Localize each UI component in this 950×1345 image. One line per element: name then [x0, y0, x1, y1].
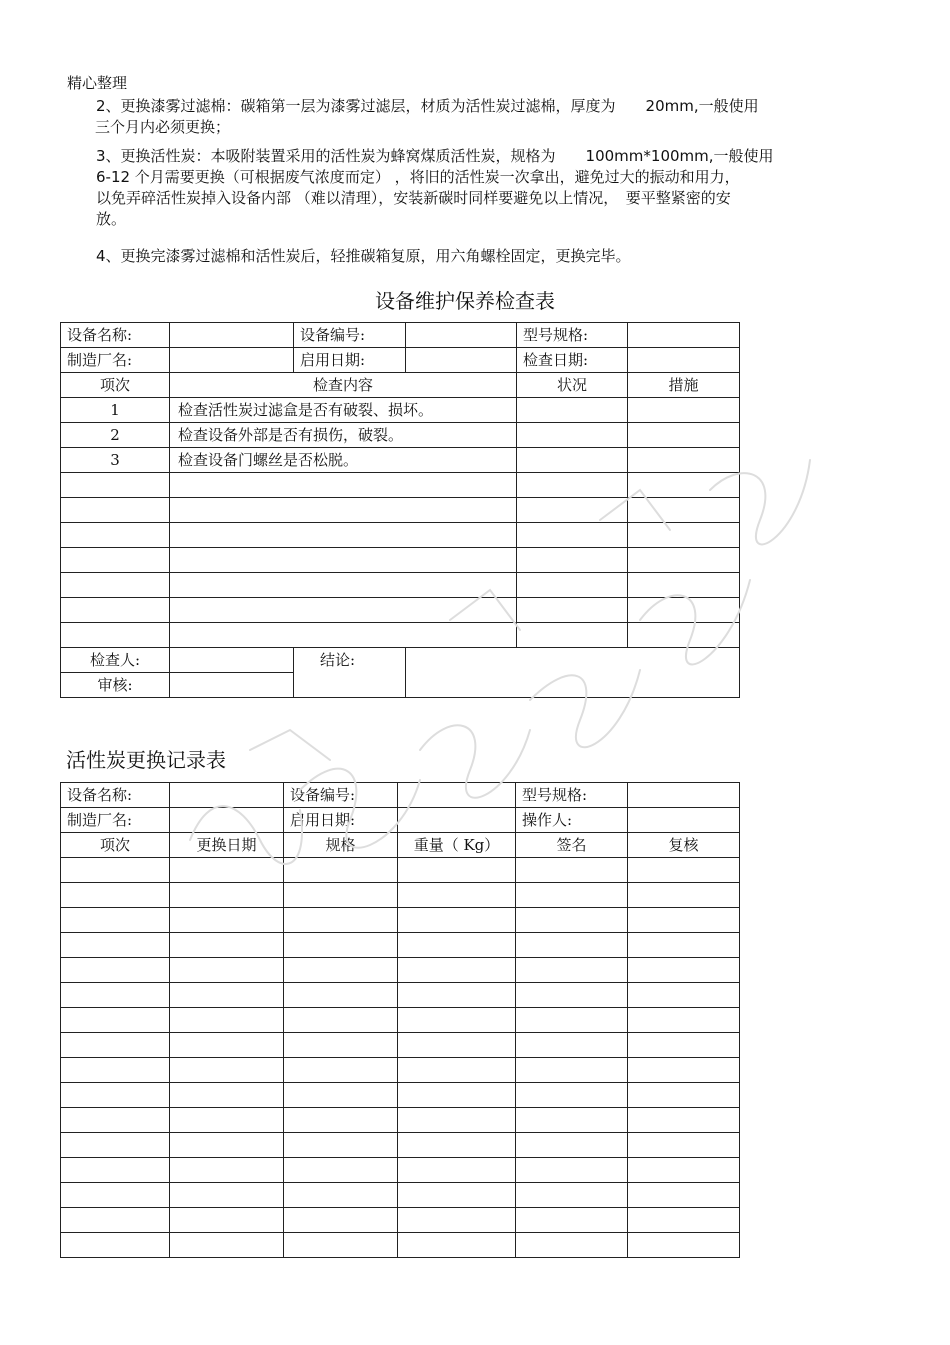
cell[interactable]	[398, 933, 516, 958]
cell[interactable]	[517, 623, 628, 648]
cell[interactable]	[398, 1008, 516, 1033]
cell[interactable]	[628, 933, 740, 958]
field-inspector[interactable]	[170, 648, 294, 673]
paragraph-line: 6-12 个月需要更换（可根据废气浓度而定） ，将旧的活性炭一次拿出，避免过大的振动和用力，	[96, 168, 740, 186]
field-manufacturer[interactable]	[170, 348, 294, 373]
cell[interactable]	[516, 1058, 628, 1083]
cell[interactable]	[628, 598, 740, 623]
cell[interactable]	[170, 858, 284, 883]
cell[interactable]	[628, 1083, 740, 1108]
cell[interactable]	[628, 498, 740, 523]
cell[interactable]	[170, 1133, 284, 1158]
paragraph-filter-cotton	[96, 96, 886, 138]
field-device-name[interactable]	[170, 323, 294, 348]
cell[interactable]	[61, 1058, 170, 1083]
cell[interactable]	[516, 1208, 628, 1233]
cell[interactable]	[61, 933, 170, 958]
label-check-date: 检查日期:	[517, 348, 628, 373]
table-row	[61, 1033, 740, 1058]
header-check-content: 检查内容	[170, 373, 517, 398]
cell[interactable]	[398, 1108, 516, 1133]
table-row	[61, 1133, 740, 1158]
cell[interactable]	[398, 858, 516, 883]
table-row	[61, 933, 740, 958]
label-manufacturer: 制造厂名:	[61, 348, 170, 373]
cell[interactable]	[170, 1158, 284, 1183]
header-measures: 措施	[628, 373, 740, 398]
cell[interactable]	[516, 1183, 628, 1208]
paragraph-line: 2、更换漆雾过滤棉：碳箱第一层为漆雾过滤层，材质为活性炭过滤棉，厚度为 20mm,一般使用	[96, 97, 759, 115]
cell[interactable]	[284, 983, 398, 1008]
cell[interactable]	[516, 1083, 628, 1108]
label-model-spec: 型号规格:	[516, 783, 628, 808]
cell[interactable]	[61, 1208, 170, 1233]
table-row	[61, 648, 740, 673]
cell[interactable]	[170, 1058, 284, 1083]
paragraph-finish	[96, 246, 886, 267]
cell[interactable]	[170, 908, 284, 933]
field-manufacturer[interactable]	[170, 808, 284, 833]
item-content: 检查设备外部是否有损伤，破裂。	[170, 423, 517, 448]
cell[interactable]	[628, 1008, 740, 1033]
cell[interactable]	[398, 958, 516, 983]
header-signature: 签名	[516, 833, 628, 858]
cell[interactable]	[628, 858, 740, 883]
table-row	[61, 598, 740, 623]
label-inspector: 检查人:	[61, 648, 170, 673]
cell[interactable]	[516, 908, 628, 933]
cell[interactable]	[284, 1183, 398, 1208]
cell[interactable]	[628, 473, 740, 498]
item-content: 检查活性炭过滤盒是否有破裂、损坏。	[170, 398, 517, 423]
table-row	[61, 1208, 740, 1233]
cell[interactable]	[61, 1158, 170, 1183]
field-status[interactable]	[517, 448, 628, 473]
table-row	[61, 623, 740, 648]
cell[interactable]	[398, 983, 516, 1008]
item-no: 1	[61, 398, 170, 423]
cell[interactable]	[516, 933, 628, 958]
field-measures[interactable]	[628, 448, 740, 473]
cell[interactable]	[61, 1108, 170, 1133]
cell[interactable]	[61, 1183, 170, 1208]
cell[interactable]	[170, 1208, 284, 1233]
cell[interactable]	[398, 1083, 516, 1108]
label-device-name: 设备名称:	[61, 323, 170, 348]
cell[interactable]	[61, 883, 170, 908]
paragraph-line: 4、更换完漆雾过滤棉和活性炭后，轻推碳箱复原，用六角螺栓固定，更换完毕。	[96, 247, 631, 265]
replacement-rows	[61, 858, 740, 1258]
cell[interactable]	[284, 1008, 398, 1033]
cell[interactable]	[516, 1008, 628, 1033]
label-device-number: 设备编号:	[294, 323, 406, 348]
cell[interactable]	[170, 983, 284, 1008]
label-manufacturer: 制造厂名:	[61, 808, 170, 833]
field-start-date[interactable]	[406, 348, 517, 373]
header-item-no: 项次	[61, 833, 170, 858]
cell[interactable]	[516, 1233, 628, 1258]
table-row	[61, 523, 740, 548]
field-reviewer[interactable]	[170, 673, 294, 698]
field-check-date[interactable]	[628, 348, 740, 373]
cell[interactable]	[284, 1083, 398, 1108]
cell[interactable]	[398, 1183, 516, 1208]
cell[interactable]	[517, 473, 628, 498]
cell[interactable]	[517, 573, 628, 598]
cell[interactable]	[516, 983, 628, 1008]
table-row	[61, 1183, 740, 1208]
cell[interactable]	[284, 1233, 398, 1258]
field-measures[interactable]	[628, 423, 740, 448]
table-row	[61, 1058, 740, 1083]
header-spec: 规格	[284, 833, 398, 858]
table-row	[61, 908, 740, 933]
cell[interactable]	[61, 1008, 170, 1033]
cell[interactable]	[284, 1033, 398, 1058]
cell[interactable]	[628, 958, 740, 983]
field-status[interactable]	[517, 398, 628, 423]
cell[interactable]	[170, 1083, 284, 1108]
maintenance-check-table	[60, 322, 740, 698]
cell[interactable]	[628, 1208, 740, 1233]
cell[interactable]	[628, 883, 740, 908]
cell[interactable]	[398, 883, 516, 908]
paragraph-line: 以免弄碎活性炭掉入设备内部 （难以清理），安装新碳时同样要避免以上情况， 要平整紧密的安	[96, 189, 731, 207]
cell[interactable]	[398, 1233, 516, 1258]
cell[interactable]	[628, 1133, 740, 1158]
cell[interactable]	[517, 498, 628, 523]
table-row	[61, 1083, 740, 1108]
header-item-no: 项次	[61, 373, 170, 398]
field-model-spec[interactable]	[628, 323, 740, 348]
cell[interactable]	[284, 858, 398, 883]
field-device-number[interactable]	[398, 783, 516, 808]
cell[interactable]	[170, 548, 517, 573]
cell[interactable]	[61, 548, 170, 573]
label-reviewer: 审核:	[61, 673, 170, 698]
table-row	[61, 548, 740, 573]
cell[interactable]	[628, 1058, 740, 1083]
item-content: 检查设备门螺丝是否松脱。	[170, 448, 517, 473]
cell[interactable]	[398, 908, 516, 933]
cell[interactable]	[628, 983, 740, 1008]
cell[interactable]	[170, 623, 517, 648]
cell[interactable]	[170, 1008, 284, 1033]
cell[interactable]	[628, 573, 740, 598]
label-device-number: 设备编号:	[284, 783, 398, 808]
maintenance-table-title: 设备维护保养检查表	[375, 289, 555, 313]
label-start-date: 启用日期:	[284, 808, 398, 833]
label-model-spec: 型号规格:	[517, 323, 628, 348]
table-row	[61, 1233, 740, 1258]
cell[interactable]	[61, 1233, 170, 1258]
header-weight: 重量（ Kg）	[398, 833, 516, 858]
paragraph-activated-carbon	[96, 146, 886, 230]
label-operator: 操作人:	[516, 808, 628, 833]
table-row	[61, 983, 740, 1008]
cell[interactable]	[61, 473, 170, 498]
field-start-date[interactable]	[398, 808, 516, 833]
cell[interactable]	[516, 1033, 628, 1058]
table-row	[61, 1108, 740, 1133]
table-row	[61, 883, 740, 908]
cell[interactable]	[170, 1183, 284, 1208]
field-status[interactable]	[517, 423, 628, 448]
item-no: 2	[61, 423, 170, 448]
cell[interactable]	[284, 1058, 398, 1083]
cell[interactable]	[628, 623, 740, 648]
table-row	[61, 398, 740, 423]
cell[interactable]	[170, 498, 517, 523]
cell[interactable]	[170, 933, 284, 958]
field-measures[interactable]	[628, 398, 740, 423]
cell[interactable]	[61, 598, 170, 623]
cell[interactable]	[284, 883, 398, 908]
cell[interactable]	[170, 523, 517, 548]
cell[interactable]	[516, 1158, 628, 1183]
paragraph-line: 3、更换活性炭：本吸附装置采用的活性炭为蜂窝煤质活性炭，规格为 100mm*100mm,一般使用	[96, 147, 774, 165]
cell[interactable]	[628, 1033, 740, 1058]
cell[interactable]	[628, 1183, 740, 1208]
table-row	[61, 498, 740, 523]
cell[interactable]	[284, 1133, 398, 1158]
cell[interactable]	[61, 1033, 170, 1058]
cell[interactable]	[61, 1133, 170, 1158]
cell[interactable]	[61, 523, 170, 548]
cell[interactable]	[517, 548, 628, 573]
field-device-name[interactable]	[170, 783, 284, 808]
cell[interactable]	[517, 598, 628, 623]
cell[interactable]	[398, 1208, 516, 1233]
cell[interactable]	[170, 598, 517, 623]
cell[interactable]	[284, 958, 398, 983]
cell[interactable]	[61, 908, 170, 933]
cell[interactable]	[170, 573, 517, 598]
paragraph-line: 三个月内必须更换；	[95, 118, 231, 136]
label-device-name: 设备名称:	[61, 783, 170, 808]
cell[interactable]	[284, 1158, 398, 1183]
cell[interactable]	[284, 1108, 398, 1133]
cell[interactable]	[398, 1158, 516, 1183]
table-row	[61, 448, 740, 473]
table-row	[61, 1158, 740, 1183]
cell[interactable]	[517, 523, 628, 548]
cell[interactable]	[61, 1083, 170, 1108]
header-note: 精心整理	[67, 74, 128, 92]
item-no: 3	[61, 448, 170, 473]
field-model-spec[interactable]	[628, 783, 740, 808]
field-operator[interactable]	[628, 808, 740, 833]
table-row	[61, 473, 740, 498]
cell[interactable]	[516, 858, 628, 883]
replacement-table-title: 活性炭更换记录表	[66, 748, 226, 772]
cell[interactable]	[170, 473, 517, 498]
cell[interactable]	[170, 883, 284, 908]
cell[interactable]	[516, 958, 628, 983]
cell[interactable]	[61, 958, 170, 983]
cell[interactable]	[628, 548, 740, 573]
cell[interactable]	[628, 1233, 740, 1258]
field-device-number[interactable]	[406, 323, 517, 348]
cell[interactable]	[61, 983, 170, 1008]
cell[interactable]	[398, 1133, 516, 1158]
header-replace-date: 更换日期	[170, 833, 284, 858]
carbon-replacement-table	[60, 782, 740, 1258]
cell[interactable]	[170, 958, 284, 983]
cell[interactable]	[61, 498, 170, 523]
cell[interactable]	[61, 573, 170, 598]
table-row	[61, 573, 740, 598]
cell[interactable]	[398, 1033, 516, 1058]
table-row	[61, 858, 740, 883]
table-row	[61, 423, 740, 448]
label-start-date: 启用日期:	[294, 348, 406, 373]
header-status: 状况	[517, 373, 628, 398]
table-row	[61, 958, 740, 983]
cell[interactable]	[516, 883, 628, 908]
cell[interactable]	[170, 1108, 284, 1133]
cell[interactable]	[284, 1208, 398, 1233]
cell[interactable]	[170, 1033, 284, 1058]
cell[interactable]	[284, 908, 398, 933]
paragraph-line: 放。	[96, 210, 127, 228]
cell[interactable]	[628, 1158, 740, 1183]
cell[interactable]	[398, 1058, 516, 1083]
cell[interactable]	[61, 623, 170, 648]
field-conclusion[interactable]	[406, 648, 740, 698]
cell[interactable]	[628, 908, 740, 933]
cell[interactable]	[61, 858, 170, 883]
cell[interactable]	[628, 1108, 740, 1133]
cell[interactable]	[516, 1108, 628, 1133]
cell[interactable]	[516, 1133, 628, 1158]
cell[interactable]	[284, 933, 398, 958]
header-review: 复核	[628, 833, 740, 858]
cell[interactable]	[628, 523, 740, 548]
label-conclusion: 结论:	[294, 648, 406, 698]
cell[interactable]	[170, 1233, 284, 1258]
table-row	[61, 1008, 740, 1033]
